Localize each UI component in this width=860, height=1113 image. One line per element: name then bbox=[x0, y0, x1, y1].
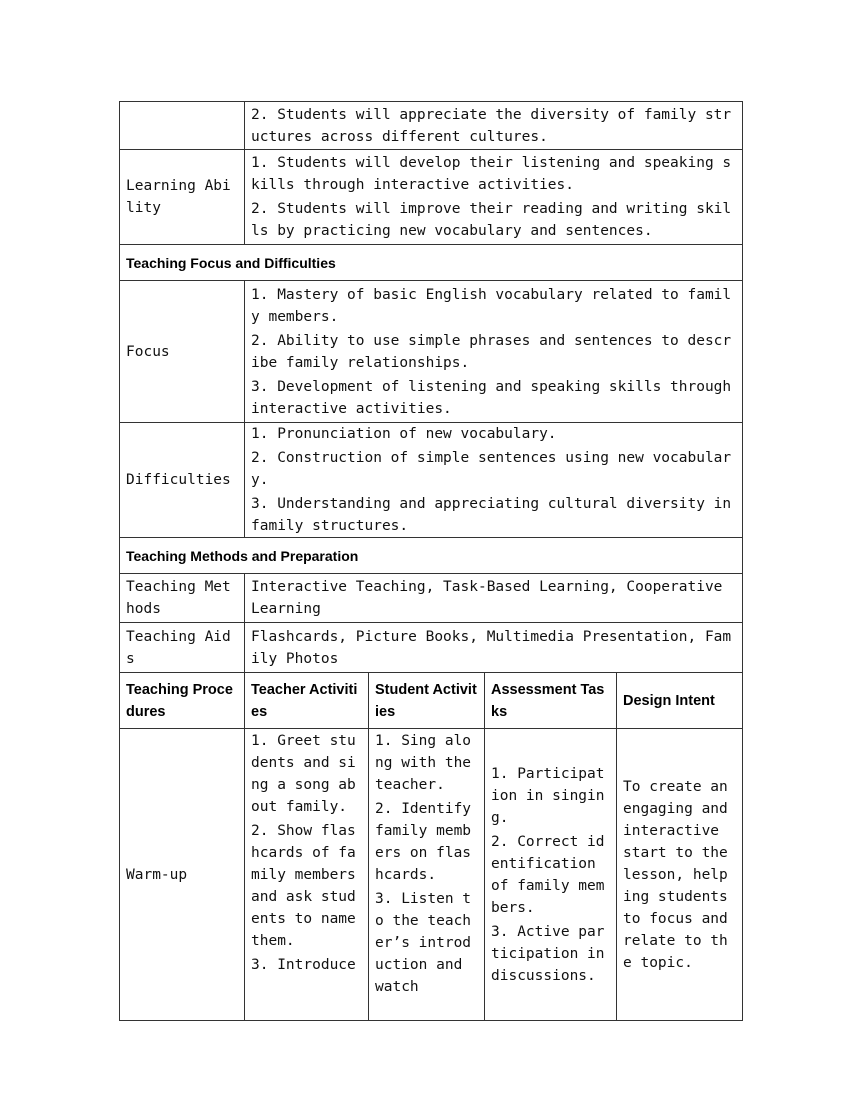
assessment-item: 2. Correct identification of family members. bbox=[491, 833, 605, 916]
header-assessment-tasks: Assessment Tasks bbox=[485, 673, 617, 729]
header-teacher-activities: Teacher Activities bbox=[245, 673, 369, 729]
header-teaching-procedures: Teaching Procedures bbox=[120, 673, 245, 729]
objectives-label-cell bbox=[120, 102, 245, 150]
learning-ability-item: 1. Students will develop their listening and speaking skills through interactive activities. bbox=[251, 155, 732, 193]
difficulty-item: 3. Understanding and appreciating cultural diversity in family structures. bbox=[251, 496, 732, 534]
teaching-aids-value: Flashcards, Picture Books, Multimedia Presentation, Family Photos bbox=[245, 623, 743, 673]
difficulty-item: 1. Pronunciation of new vocabulary. bbox=[251, 426, 557, 442]
warmup-stage-label: Warm-up bbox=[120, 729, 245, 1021]
teaching-methods-label: Teaching Methods bbox=[120, 574, 245, 623]
procedures-header-row bbox=[120, 673, 743, 729]
teacher-activity-item: 2. Show flashcards of family members and ask students to name them. bbox=[251, 822, 356, 949]
focus-section-header-row bbox=[120, 245, 743, 281]
methods-section-header-row bbox=[120, 538, 743, 574]
warmup-design-intent: To create an engaging and interactive start to the lesson, helping students to focus and relate to the topic. bbox=[617, 729, 743, 1021]
difficulties-row bbox=[120, 423, 743, 538]
header-student-activities: Student Activities bbox=[369, 673, 485, 729]
assessment-item: 3. Active participation in discussions. bbox=[491, 923, 605, 984]
focus-content bbox=[245, 281, 743, 423]
section-title-methods-preparation: Teaching Methods and Preparation bbox=[120, 538, 743, 574]
warmup-teacher-activities bbox=[245, 729, 369, 1021]
warmup-row bbox=[120, 729, 743, 1021]
focus-item: 3. Development of listening and speaking skills through interactive activities. bbox=[251, 378, 732, 417]
lesson-plan-table bbox=[119, 101, 743, 1021]
focus-item: 2. Ability to use simple phrases and sentences to describe family relationships. bbox=[251, 332, 732, 371]
warmup-student-activities bbox=[369, 729, 485, 1021]
teaching-aids-label: Teaching Aids bbox=[120, 623, 245, 673]
difficulty-item: 2. Construction of simple sentences using new vocabulary. bbox=[251, 450, 732, 488]
focus-item: 1. Mastery of basic English vocabulary related to family members. bbox=[251, 286, 732, 325]
teacher-activity-item: 1. Greet students and sing a song about family. bbox=[251, 732, 356, 815]
learning-ability-content bbox=[245, 150, 743, 245]
focus-label: Focus bbox=[120, 281, 245, 423]
warmup-assessment-tasks bbox=[485, 729, 617, 1021]
teaching-methods-row bbox=[120, 574, 743, 623]
teaching-aids-row bbox=[120, 623, 743, 673]
section-title-focus-difficulties: Teaching Focus and Difficulties bbox=[120, 245, 743, 281]
objective-item: 2. Students will appreciate the diversity of family structures across different cultures. bbox=[251, 106, 732, 145]
difficulties-label: Difficulties bbox=[120, 423, 245, 538]
teacher-activity-item: 3. Introduce bbox=[251, 956, 356, 973]
teaching-methods-value: Interactive Teaching, Task-Based Learning, Cooperative Learning bbox=[245, 574, 743, 623]
difficulties-content bbox=[245, 423, 743, 538]
focus-row bbox=[120, 281, 743, 423]
student-activity-item: 1. Sing along with the teacher. bbox=[375, 732, 472, 793]
learning-ability-row bbox=[120, 150, 743, 245]
header-design-intent: Design Intent bbox=[617, 673, 743, 729]
learning-ability-item: 2. Students will improve their reading and writing skills by practicing new vocabulary and sentences. bbox=[251, 201, 732, 239]
learning-ability-label: Learning Ability bbox=[120, 150, 245, 245]
student-activity-item: 3. Listen to the teacher’s introduction and watch bbox=[375, 890, 472, 995]
objectives-content-cell bbox=[245, 102, 743, 150]
student-activity-item: 2. Identify family members on flashcards. bbox=[375, 800, 472, 883]
objectives-continued-row bbox=[120, 102, 743, 150]
assessment-item: 1. Participation in singing. bbox=[491, 765, 605, 826]
